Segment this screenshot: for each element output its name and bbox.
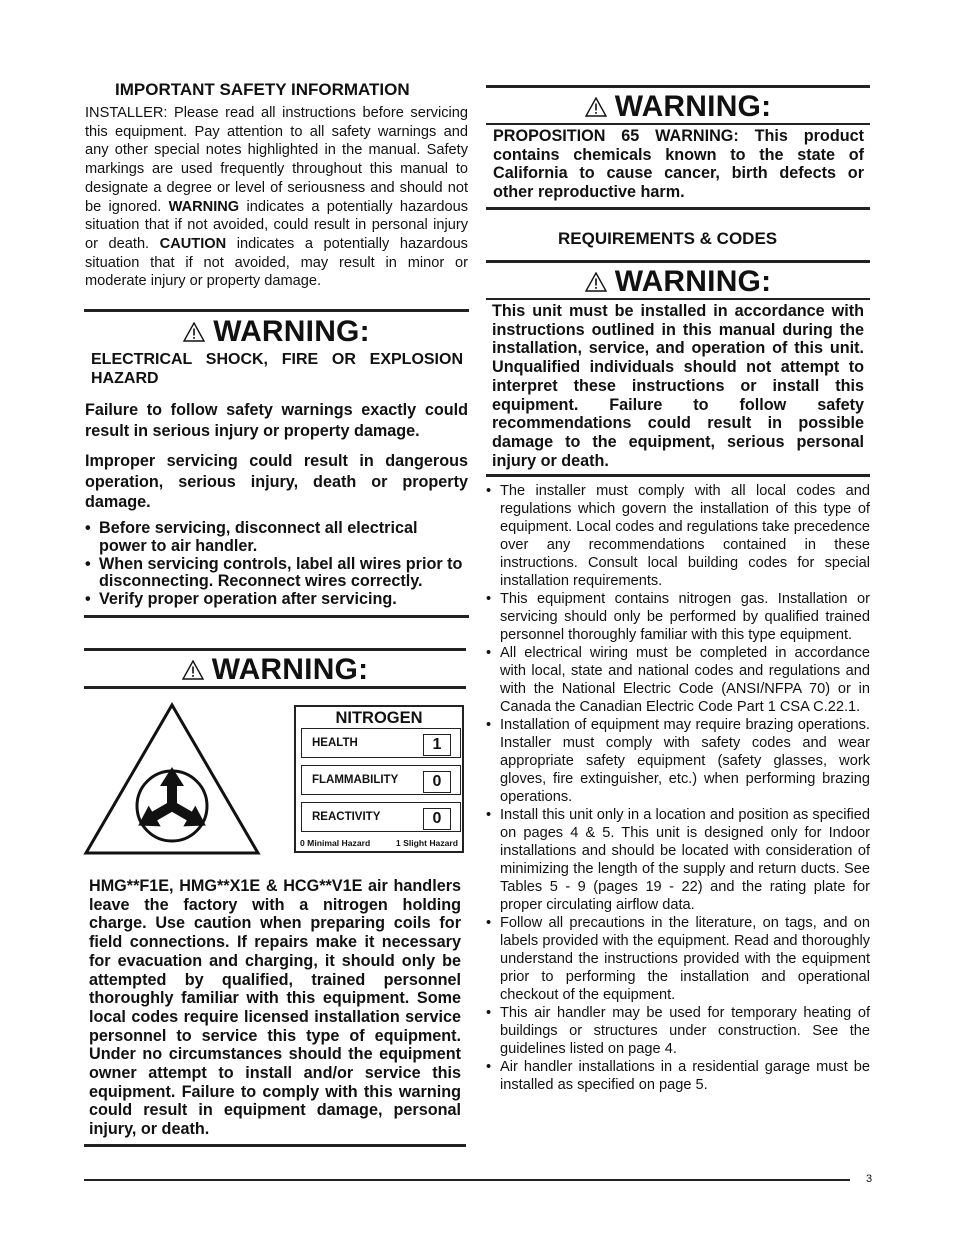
legend-slight-hazard: 1 Slight Hazard: [395, 838, 458, 848]
compressed-gas-hazard-icon: [82, 700, 262, 858]
legend-minimal-hazard: 0 Minimal Hazard: [300, 838, 371, 848]
footer-rule: [84, 1179, 850, 1181]
warning2-text: HMG**F1E, HMG**X1E & HCG**V1E air handlers leave the factory with a nitrogen holding charge. Use caution when preparing coils for field connections. If repairs make it necessary for evacuation and charging, it should only be attempted by qualified, trained personnel thoroughly familiar with this equipment. Some local codes require licensed installation service personnel to service this type of equipment. Under no circumstances should the equipment owner attempt to install and/or service this equipment. Failure to comply with this warning could result in equipment damage, personal injury, or death.: [89, 877, 461, 1139]
flammability-value: 0: [423, 771, 451, 793]
nitrogen-hazard-label: [294, 705, 464, 853]
safety-heading: IMPORTANT SAFETY INFORMATION: [115, 80, 410, 99]
warning-triangle-icon: [182, 660, 204, 680]
warning-triangle-icon: [585, 272, 607, 292]
warning1-title-text: WARNING:: [213, 315, 370, 348]
warning3-title-rule: [486, 123, 870, 125]
health-value: 1: [423, 734, 451, 756]
warning3-text: PROPOSITION 65 WARNING: This product contains chemicals known to the state of California to cause cancer, birth defects or other reproductive harm.: [493, 127, 864, 202]
warning1-bottom-rule: [84, 615, 469, 618]
warning1-para1: Failure to follow safety warnings exactly could result in serious injury or property damage.: [85, 401, 468, 440]
safety-intro-text-3: indicates a potentially hazardous situation that if not avoided, may result in minor or moderate injury or property damage.: [85, 235, 468, 290]
safety-intro-text-2: indicates a potentially hazardous situation that if not avoided, could result in personal injury or death.: [85, 198, 468, 252]
list-item: • When servicing controls, label all wires prior to disconnecting. Reconnect wires correctly.: [85, 556, 468, 592]
list-item: • Before servicing, disconnect all electrical power to air handler.: [85, 520, 468, 556]
warning4-title-rule: [486, 298, 870, 300]
warning1-bullets: [85, 520, 468, 609]
warning3-bottom-rule: [486, 207, 870, 210]
warning3-title-text: WARNING:: [614, 90, 772, 123]
list-item: • Verify proper operation after servicing.: [85, 591, 468, 609]
list-item: • This air handler may be used for temporary heating of buildings or structures under construction. See the guidelines listed on page 4.: [486, 1004, 870, 1058]
warning-word: WARNING: [168, 198, 240, 215]
health-label: HEALTH: [312, 737, 358, 749]
caution-word: CAUTION: [159, 235, 227, 252]
warning-triangle-icon: [183, 322, 205, 342]
warning2-title: [84, 652, 466, 688]
warning1-top-rule: [84, 309, 469, 312]
requirements-list: [486, 482, 870, 1094]
safety-intro: [85, 104, 468, 291]
warning1-hazard: ELECTRICAL SHOCK, FIRE OR EXPLOSION HAZARD: [91, 351, 463, 387]
reactivity-value: 0: [423, 808, 451, 830]
list-item: • This equipment contains nitrogen gas. Installation or servicing should only be performed by qualified trained personnel thoroughly familiar with this type equipment.: [486, 590, 870, 644]
warning1-title: [84, 313, 469, 351]
page-number: 3: [866, 1173, 873, 1185]
list-item: • Install this unit only in a location and position as specified on pages 4 & 5. This unit is designed only for Indoor installations and should be located with consideration of minimizing the length of the supply and return ducts. See Tables 5 - 9 (pages 19 - 22) and the rating plate for proper circulating airflow data.: [486, 806, 870, 914]
warning4-text: This unit must be installed in accordance with instructions outlined in this manual during the installation, service, and operation of this unit. Unqualified individuals should not attempt to interpret these instructions or install this equipment. Failure to follow safety recommendations could result in possible damage to the equipment, serious personal injury or death.: [492, 302, 864, 470]
warning2-bottom-rule: [84, 1144, 466, 1147]
warning4-top-rule: [486, 260, 870, 263]
warning4-title-text: WARNING:: [614, 265, 772, 298]
warning-triangle-icon: [585, 97, 607, 117]
warning2-title-rule: [84, 686, 466, 689]
warning4-bottom-rule: [486, 474, 870, 477]
reactivity-label: REACTIVITY: [312, 811, 381, 823]
safety-intro-text-1: INSTALLER: Please read all instructions before servicing this equipment. Pay attention to all safety warnings and any other special notes highlighted in the manual. Safety markings are used frequently throughout this manual to designate a degree or level of seriousness and should not be ignored.: [85, 105, 468, 215]
health-row: [301, 728, 461, 758]
warning2-top-rule: [84, 648, 466, 651]
list-item: • Air handler installations in a residential garage must be installed as specified on page 5.: [486, 1058, 870, 1094]
warning4-title: [486, 264, 870, 300]
list-item: • All electrical wiring must be completed in accordance with local, state and national codes and regulations and with the National Electric Code (ANSI/NFPA 70) or in Canada the Canadian Electric Code Part 1 CSA C.22.1.: [486, 644, 870, 716]
nitrogen-label-title: NITROGEN: [335, 709, 423, 727]
reactivity-row: [301, 802, 461, 832]
list-item: • Follow all precautions in the literature, on tags, and on labels provided with the equipment. Read and thoroughly understand the instructions provided with the equipment prior to performing the installation and operational checkout of the equipment.: [486, 914, 870, 1004]
warning1-para2: Improper servicing could result in dangerous operation, serious injury, death or property damage.: [85, 452, 468, 511]
warning3-top-rule: [486, 85, 870, 88]
flammability-label: FLAMMABILITY: [312, 774, 399, 786]
warning3-title: [486, 89, 870, 125]
list-item: • Installation of equipment may require brazing operations. Installer must comply with safety codes and wear appropriate safety equipment (safety glasses, work gloves, fire extinguisher, etc.) when performing brazing operations.: [486, 716, 870, 806]
flammability-row: [301, 765, 461, 795]
list-item: • The installer must comply with all local codes and regulations which govern the installation of this type of equipment. Local codes and regulations take precedence over any recommendations contained in these instructions. Consult local building codes for special installation requirements.: [486, 482, 870, 590]
warning2-title-text: WARNING:: [211, 653, 369, 686]
requirements-heading: REQUIREMENTS & CODES: [558, 229, 778, 248]
